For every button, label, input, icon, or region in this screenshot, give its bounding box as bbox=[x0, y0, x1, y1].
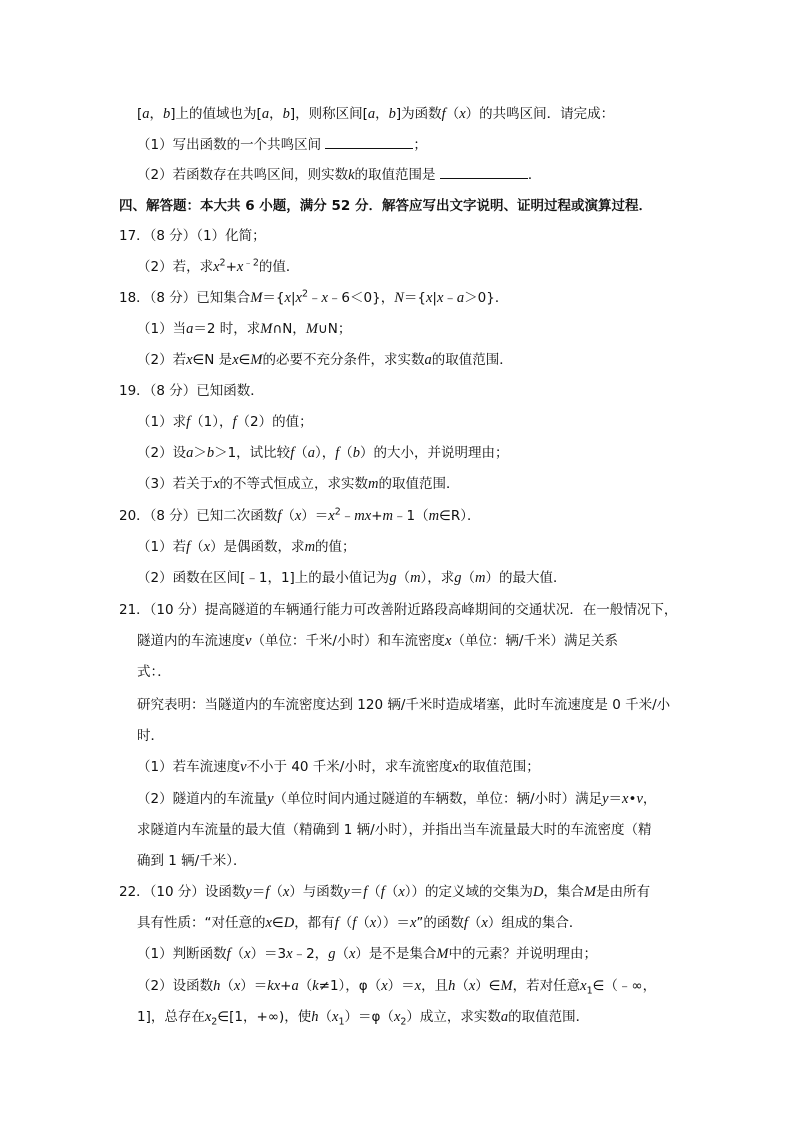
question-20: 20．（8 分）已知二次函数$f(x)=x^2﹣mx+m﹣1(m\in R)$． bbox=[119, 506, 481, 524]
text-line: （2）设函数h（x）＝kx+a（k≠1），φ（x）＝x，且h（x）∈M，若对任意$x_1\in(﹣\infty$， bbox=[137, 978, 657, 997]
text-line: （2）若，求$x^2+x^{﹣2}$的值． bbox=[137, 257, 300, 275]
text-line: （1）判断函数f（x）＝3x﹣2，g（x）是不是集合M中的元素？并说明理由； bbox=[137, 946, 597, 962]
question-17: 17．（8 分）（1）化简； bbox=[119, 228, 266, 244]
text-line: （1）求f（1），f（2）的值； bbox=[137, 414, 313, 430]
text-line: （2）设a＞b＞1，试比较f（a），f（b）的大小，并说明理由； bbox=[137, 445, 509, 461]
text-line: 1]，总存在$x_2\in[1$，+∞)，使$h(x_1)=\varphi(x_2)$成立，求实数a的取值范围． bbox=[137, 1009, 590, 1028]
text-line: （2）隧道内的车流量y（单位时间内通过隧道的车辆数，单位：辆/小时）满足y＝x•v， bbox=[137, 791, 657, 807]
text-line: 隧道内的车流速度v（单位：千米/小时）和车流密度x（单位：辆/千米）满足关系 bbox=[137, 633, 618, 649]
text-line: （3）若关于x的不等式恒成立，求实数m的取值范围． bbox=[137, 476, 460, 492]
text-line: 式：． bbox=[137, 664, 171, 680]
text-line: （2）函数在区间[﹣1，1]上的最小值记为g（m），求g（m）的最大值． bbox=[137, 570, 567, 586]
text-line: 具有性质：“对任意的x∈D，都有f（f（x））＝x”的函数f（x）组成的集合． bbox=[137, 915, 583, 931]
text-line: （1）若车流速度v不小于 40 千米/小时，求车流密度x的取值范围； bbox=[137, 759, 540, 775]
answer-blank[interactable] bbox=[325, 136, 413, 149]
text-line: （1）当a＝2 时，求M∩N，M∪N； bbox=[137, 321, 352, 337]
text-line: [a，b]上的值域也为[a，b]，则称区间[a，b]为函数f（x）的共鸣区间．请完成： bbox=[137, 106, 615, 122]
section-heading: 四、解答题：本大共 6 小题，满分 52 分．解答应写出文字说明、证明过程或演算过程． bbox=[119, 198, 652, 214]
text-line: 时． bbox=[137, 728, 164, 744]
text-line: （1）若f（x）是偶函数，求m的值； bbox=[137, 539, 356, 555]
question-22: 22．（10 分）设函数y＝f（x）与函数y＝f（f（x））的定义域的交集为D，集合M是由所有 bbox=[119, 884, 651, 900]
text-line: 求隧道内车流量的最大值（精确到 1 辆/小时），并指出当车流量最大时的车流密度（精 bbox=[137, 822, 652, 838]
text-line: （2）若x∈N 是x∈M的必要不充分条件，求实数a的取值范围． bbox=[137, 352, 513, 368]
text-line: （1）写出函数的一个共鸣区间 ； bbox=[137, 137, 427, 153]
question-21: 21．（10 分）提高隧道的车辆通行能力可改善附近路段高峰期间的交通状况．在一般情况下， bbox=[119, 602, 678, 618]
question-18: 18．（8 分）已知集合$M=\{x|x^2﹣x﹣6<0\}$，N＝{x|x﹣a＞0}． bbox=[119, 288, 509, 306]
answer-blank[interactable] bbox=[440, 166, 528, 179]
text-line: 确到 1 辆/千米）． bbox=[137, 853, 247, 869]
text-line: （2）若函数存在共鸣区间，则实数k的取值范围是 ． bbox=[137, 167, 542, 183]
question-19: 19．（8 分）已知函数． bbox=[119, 383, 264, 399]
text-line: 研究表明：当隧道内的车流密度达到 120 辆/千米时造成堵塞，此时车流速度是 0 千米/小 bbox=[137, 697, 671, 713]
